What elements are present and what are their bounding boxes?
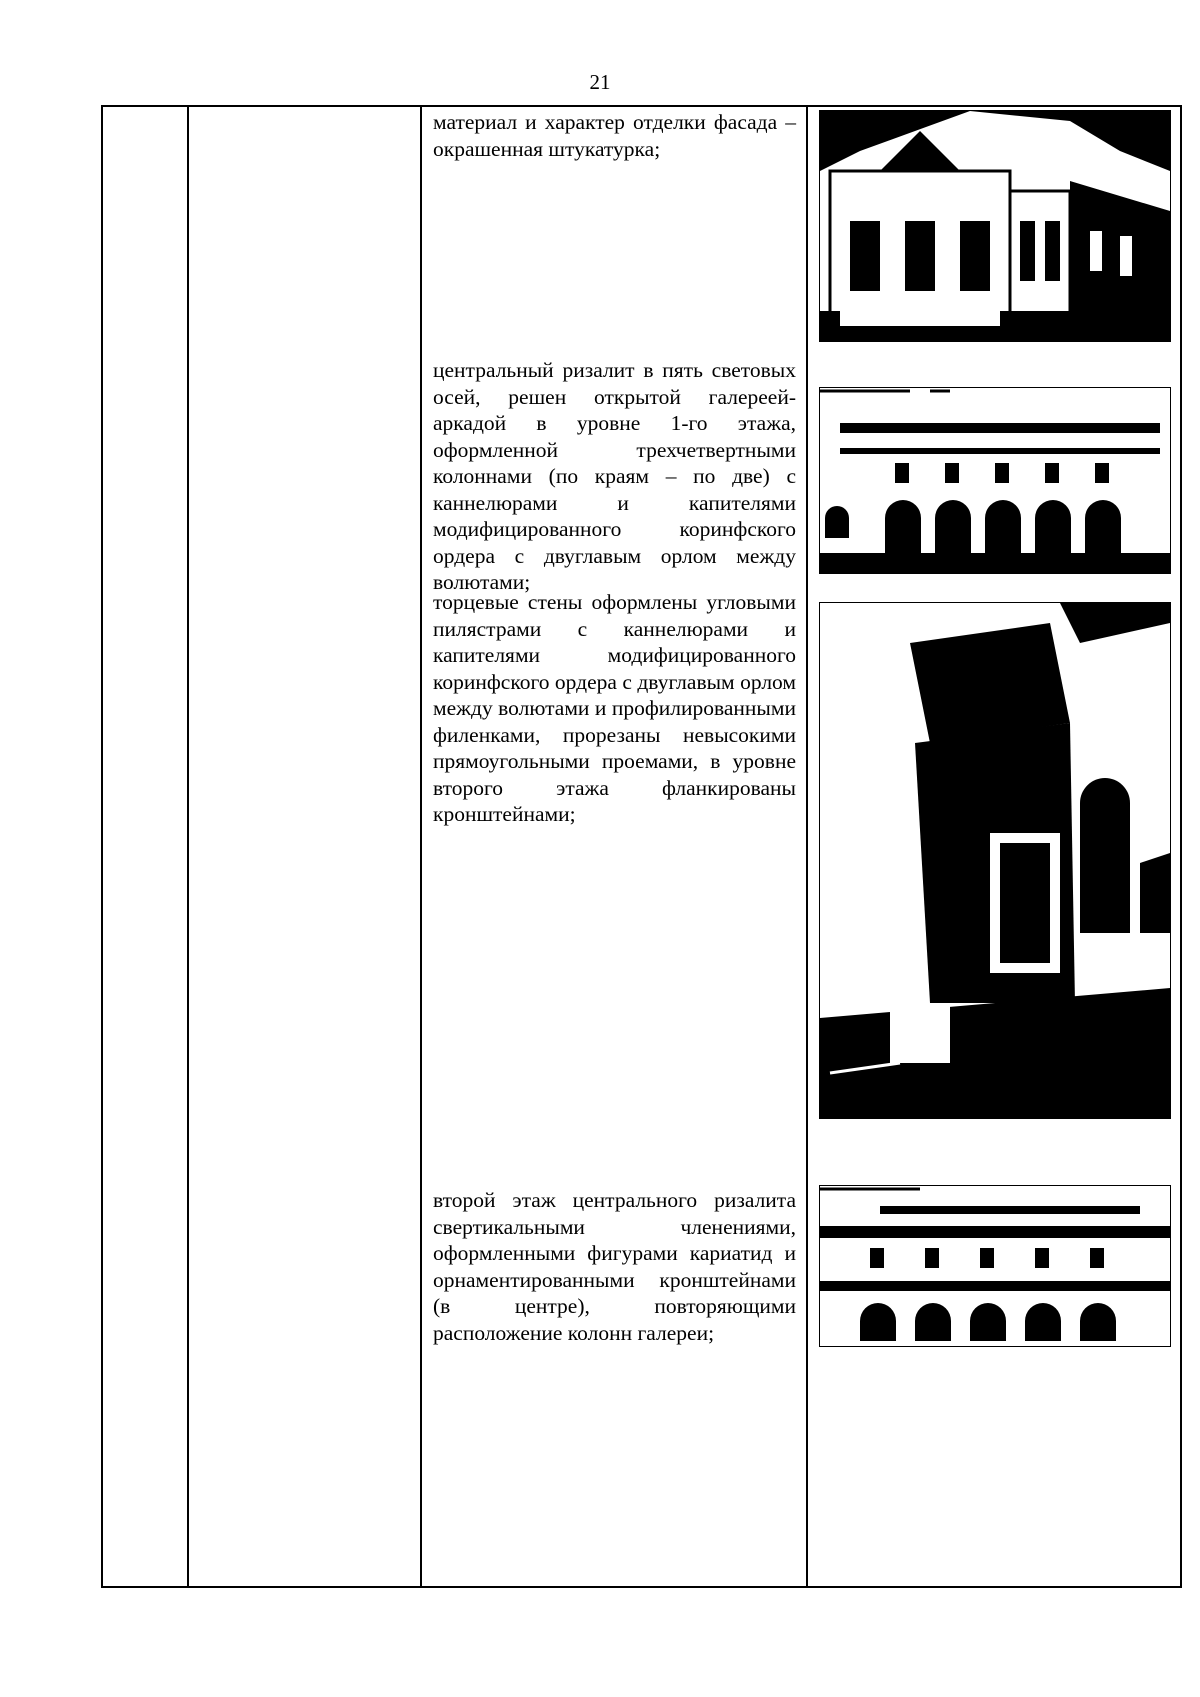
document-table <box>101 105 1182 1588</box>
end-wall-photo <box>819 602 1171 1119</box>
description-text-4: второй этаж центрального ризалита свертикальными членениями, оформленными фигурами кариатид и орнаментированными кронштейнами (в центре), повторяющими расположение колонн галереи; <box>433 1188 796 1345</box>
description-text-2: центральный ризалит в пять световых осей, решен открытой галереей-аркадой в уровне 1-го этажа, оформленной трехчетвертными колоннами (по краям – по две) с каннелюрами и капителями модифицированного коринфского ордера с двуглавым орлом между волютами; <box>433 358 796 594</box>
page-number: 21 <box>589 70 611 94</box>
arcade-gallery-photo <box>819 387 1171 574</box>
second-floor-photo <box>819 1185 1171 1347</box>
column-divider <box>187 107 189 1586</box>
description-text-1: материал и характер отделки фасада – окрашенная штукатурка; <box>433 110 796 161</box>
description-text-3: торцевые стены оформлены угловыми пилястрами с каннелюрами и капителями модифицированного коринфского ордера с двуглавым орлом между волютами и профилированными филенками, прорезаны невысокими прямоугольными проемами, в уровне второго этажа фланкированы кронштейнами; <box>433 590 796 826</box>
building-facade-photo <box>819 110 1171 342</box>
column-divider <box>806 107 808 1586</box>
column-divider <box>420 107 422 1586</box>
